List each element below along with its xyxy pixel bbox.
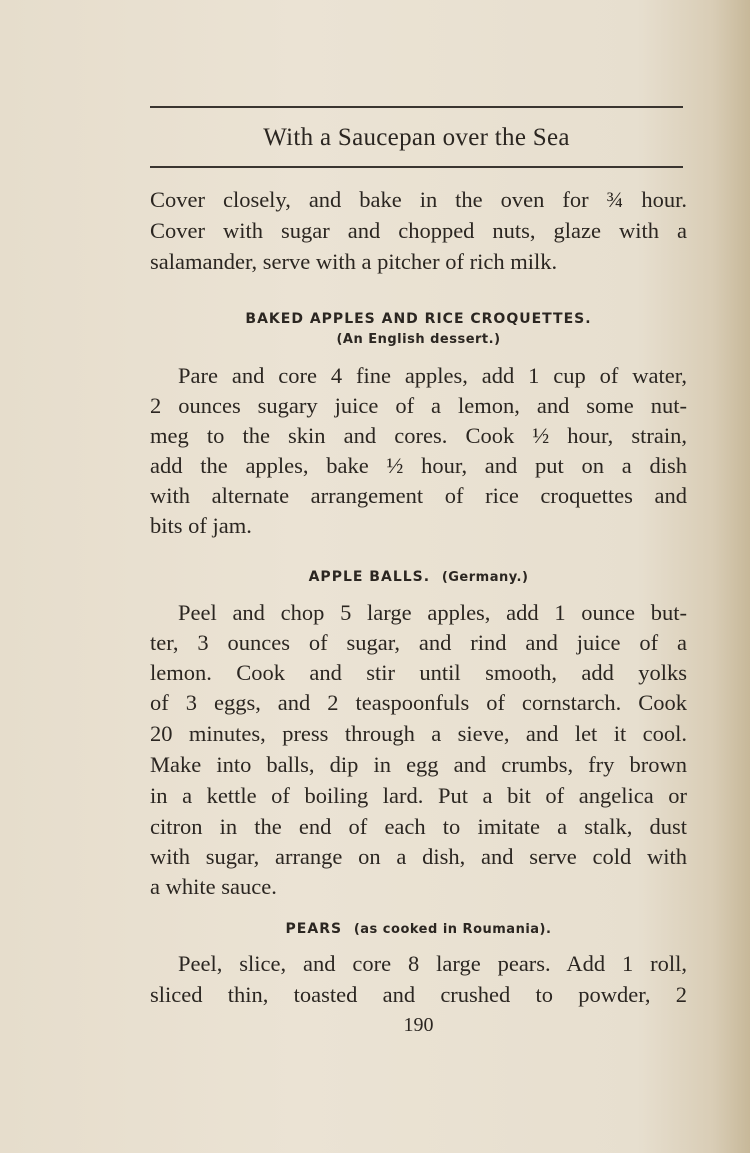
recipe-subheading: (An English dessert.) (336, 332, 501, 347)
text-line: meg to the skin and cores. Cook ½ hour, strain, (150, 423, 687, 448)
page-number: 190 (403, 1014, 434, 1036)
text-line: of 3 eggs, and 2 teaspoonfuls of cornstarch. Cook (150, 690, 687, 715)
text-line: Cover closely, and bake in the oven for ¾ hour. (150, 187, 687, 212)
text-line: 2 ounces sugary juice of a lemon, and some nut- (150, 393, 687, 418)
text-line: citron in the end of each to imitate a stalk, dust (150, 814, 687, 839)
text-line: with alternate arrangement of rice croquettes and (150, 483, 687, 508)
recipe-origin: (as cooked in Roumania). (353, 922, 552, 937)
text-line: bits of jam. (150, 513, 252, 538)
text-line: salamander, serve with a pitcher of rich milk. (150, 249, 558, 274)
text-line: ter, 3 ounces of sugar, and rind and juice of a (150, 630, 687, 655)
recipe-title: APPLE BALLS. (308, 569, 431, 585)
recipe-heading (150, 921, 687, 937)
header-rule-bottom (150, 166, 683, 168)
text-line: Make into balls, dip in egg and crumbs, fry brown (150, 752, 687, 777)
text-line: lemon. Cook and stir until smooth, add yolks (150, 660, 687, 685)
recipe-title: PEARS (285, 921, 343, 937)
text-line: Peel, slice, and core 8 large pears. Add 1 roll, (178, 951, 687, 976)
recipe-heading (150, 569, 687, 585)
text-line: sliced thin, toasted and crushed to powder, 2 (150, 982, 687, 1007)
text-line: with sugar, arrange on a dish, and serve cold with (150, 844, 687, 869)
text-line: a white sauce. (150, 874, 277, 899)
recipe-heading: BAKED APPLES AND RICE CROQUETTES. (245, 311, 592, 327)
recipe-origin: (Germany.) (441, 570, 529, 585)
text-line: 20 minutes, press through a sieve, and let it cool. (150, 721, 687, 746)
text-line: add the apples, bake ½ hour, and put on a dish (150, 453, 687, 478)
text-line: Pare and core 4 fine apples, add 1 cup of water, (178, 363, 687, 388)
running-title: With a Saucepan over the Sea (263, 124, 570, 151)
text-line: Peel and chop 5 large apples, add 1 ounce but- (178, 600, 687, 625)
header-rule-top (150, 106, 683, 108)
text-line: in a kettle of boiling lard. Put a bit of angelica or (150, 783, 687, 808)
text-line: Cover with sugar and chopped nuts, glaze with a (150, 218, 687, 243)
